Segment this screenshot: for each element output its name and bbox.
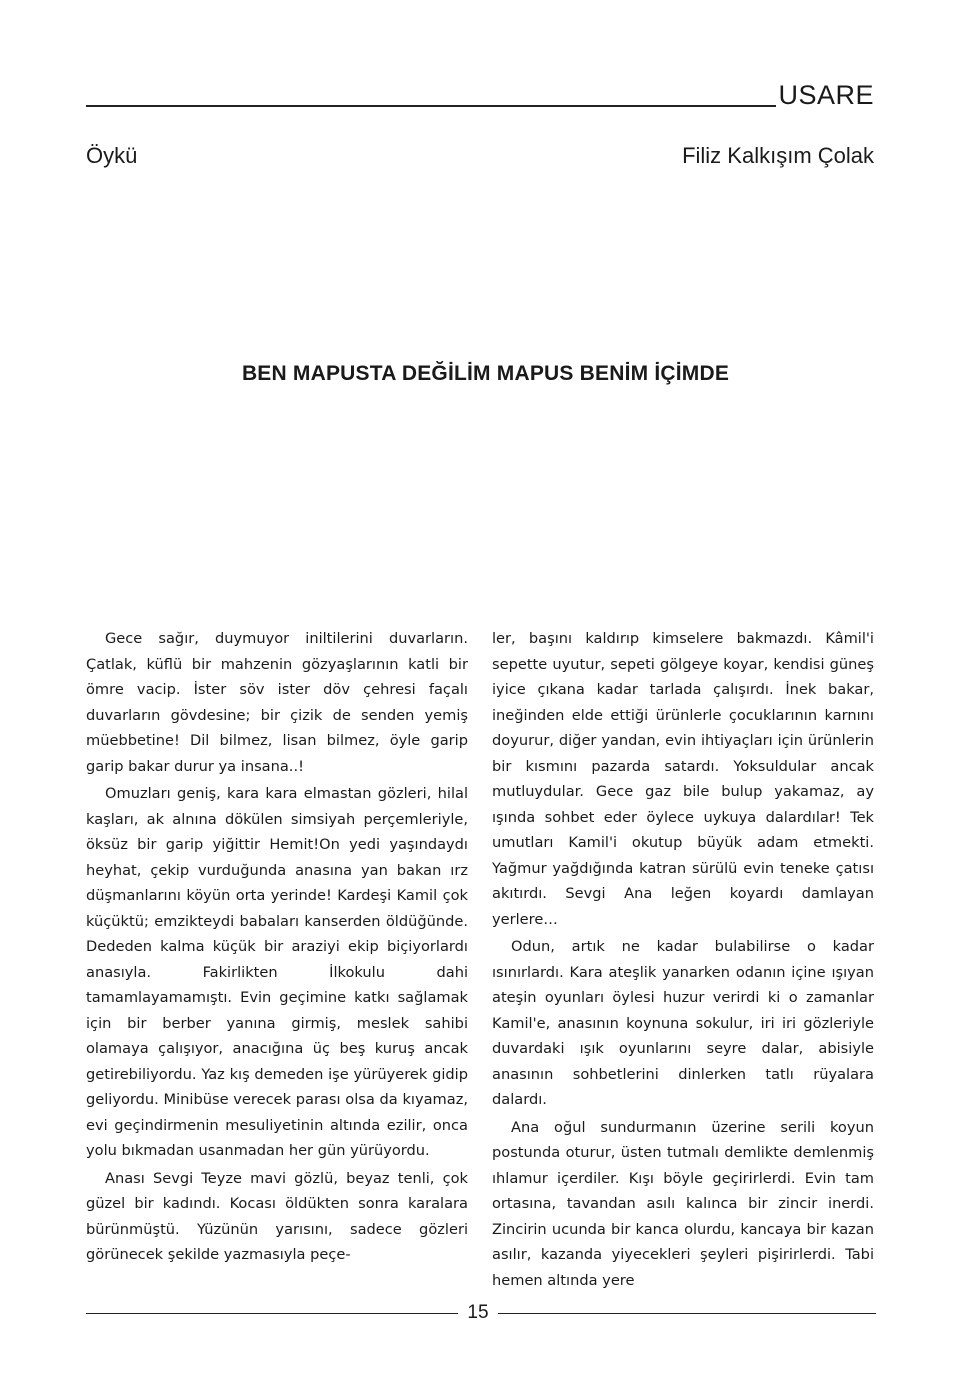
- paragraph: Ana oğul sundurmanın üzerine serili koyun postunda oturur, üsten tutmalı demlikte demlenmiş ıhlamur içerdiler. Kışı böyle geçirirlerdi. Evin tam ortasına, tavandan asılı kalınca bir zincir inerdi. Zincirin ucunda bir kanca olurdu, kancaya bir kazan asılır, kazanda yiyecekleri şeyleri pişirirlerdi. Tabi hemen altında yere: [492, 1118, 874, 1289]
- paragraph: Gece sağır, duymuyor iniltilerini duvarların. Çatlak, küflü bir mahzenin gözyaşlarının katli bir ömre vacip. İster söv ister döv çehresi façalı duvarların gövdesine; bir çizik de senden yemiş müebbetine! Dil bilmez, lisan bilmez, öyle garip garip bakar durur ya insana..!: [86, 630, 468, 775]
- left-column: [86, 626, 468, 1270]
- paragraph: Anası Sevgi Teyze mavi gözlü, beyaz tenli, çok güzel bir kadındı. Kocası öldükten sonra karalara bürünmüştü. Yüzünün yarısını, sadece gözleri görünecek şekilde yazmasıyla peçe-: [86, 1169, 468, 1263]
- paragraph: Odun, artık ne kadar bulabilirse o kadar ısınırlardı. Kara ateşlik yanarken odanın içine ışıyan ateşin oyunları öylesi huzur verirdi ki o zamanlar Kamil'e, anasının koynuna sokulur, iri iri gözleriyle duvardaki ışık oyunlarını seyre dalar, abisiyle anasının sohbetlerini dinlerken tatlı rüyalara dalardı.: [492, 938, 874, 1108]
- genre-label: Öykü: [86, 143, 138, 168]
- footer-rule-right: [498, 1313, 876, 1314]
- page-number: 15: [467, 1302, 489, 1323]
- story-title: BEN MAPUSTA DEĞİLİM MAPUS BENİM İÇİMDE: [241, 362, 730, 385]
- paragraph: ler, başını kaldırıp kimselere bakmazdı. Kâmil'i sepette uyutur, sepeti gölgeye koyar, kendisi güneş iyice çıkana kadar tarlada çalışırdı. İnek bakar, ineğinden elde ettiği ürünlerle çocuklarının karnını doyurur, diğer yandan, evin ihtiyaçları için ürünlerin bir kısmını pazarda satardı. Yoksuldular ancak mutluydular. Gece gaz bile bulup yakamaz, ay ışında sohbet eder öylece uykuya dalardılar! Tek umutları Kamil'i okutup büyük adam etmekti. Yağmur yağdığında katran sürülü evin teneke çatısı akıtırdı. Sevgi Ana leğen koyardı damlayan yerlere…: [492, 630, 874, 928]
- author-name: Filiz Kalkışım Çolak: [682, 143, 874, 168]
- header-rule: [86, 105, 776, 107]
- page-footer: [86, 1302, 876, 1326]
- right-column: [492, 626, 874, 1295]
- paragraph: Omuzları geniş, kara kara elmastan gözleri, hilal kaşları, ak alnına dökülen simsiyah perçemleriyle, öksüz bir garip yiğittir Hemit!On yedi yaşındaydı heyhat, çekip vurduğunda anasına yan bakan ırz düşmanlarını köyün orta yerinde! Kardeşi Kamil çok küçüktü; emzikteydi babaları kanserden öldüğünde. Dededen kalma küçük bir araziyi ekip biçiyorlardı anasıyla. Fakirlikten İlkokulu dahi tamamlayamamıştı. Evin geçimine katkı sağlamak için bir berber yanına girmiş, meslek sahibi olamaya çalışıyor, anacığına üç beş kuruş ancak getirebiliyordu. Yaz kış demeden işe yürüyerek gidip geliyordu. Minibüse verecek parası olsa da kıyamaz, evi geçindirmenin mesuliyetinin altında ezilir, onca yolu bıkmadan usanmadan her gün yürüyordu.: [86, 785, 468, 1159]
- footer-rule-left: [86, 1313, 458, 1314]
- journal-name: USARE: [778, 80, 874, 110]
